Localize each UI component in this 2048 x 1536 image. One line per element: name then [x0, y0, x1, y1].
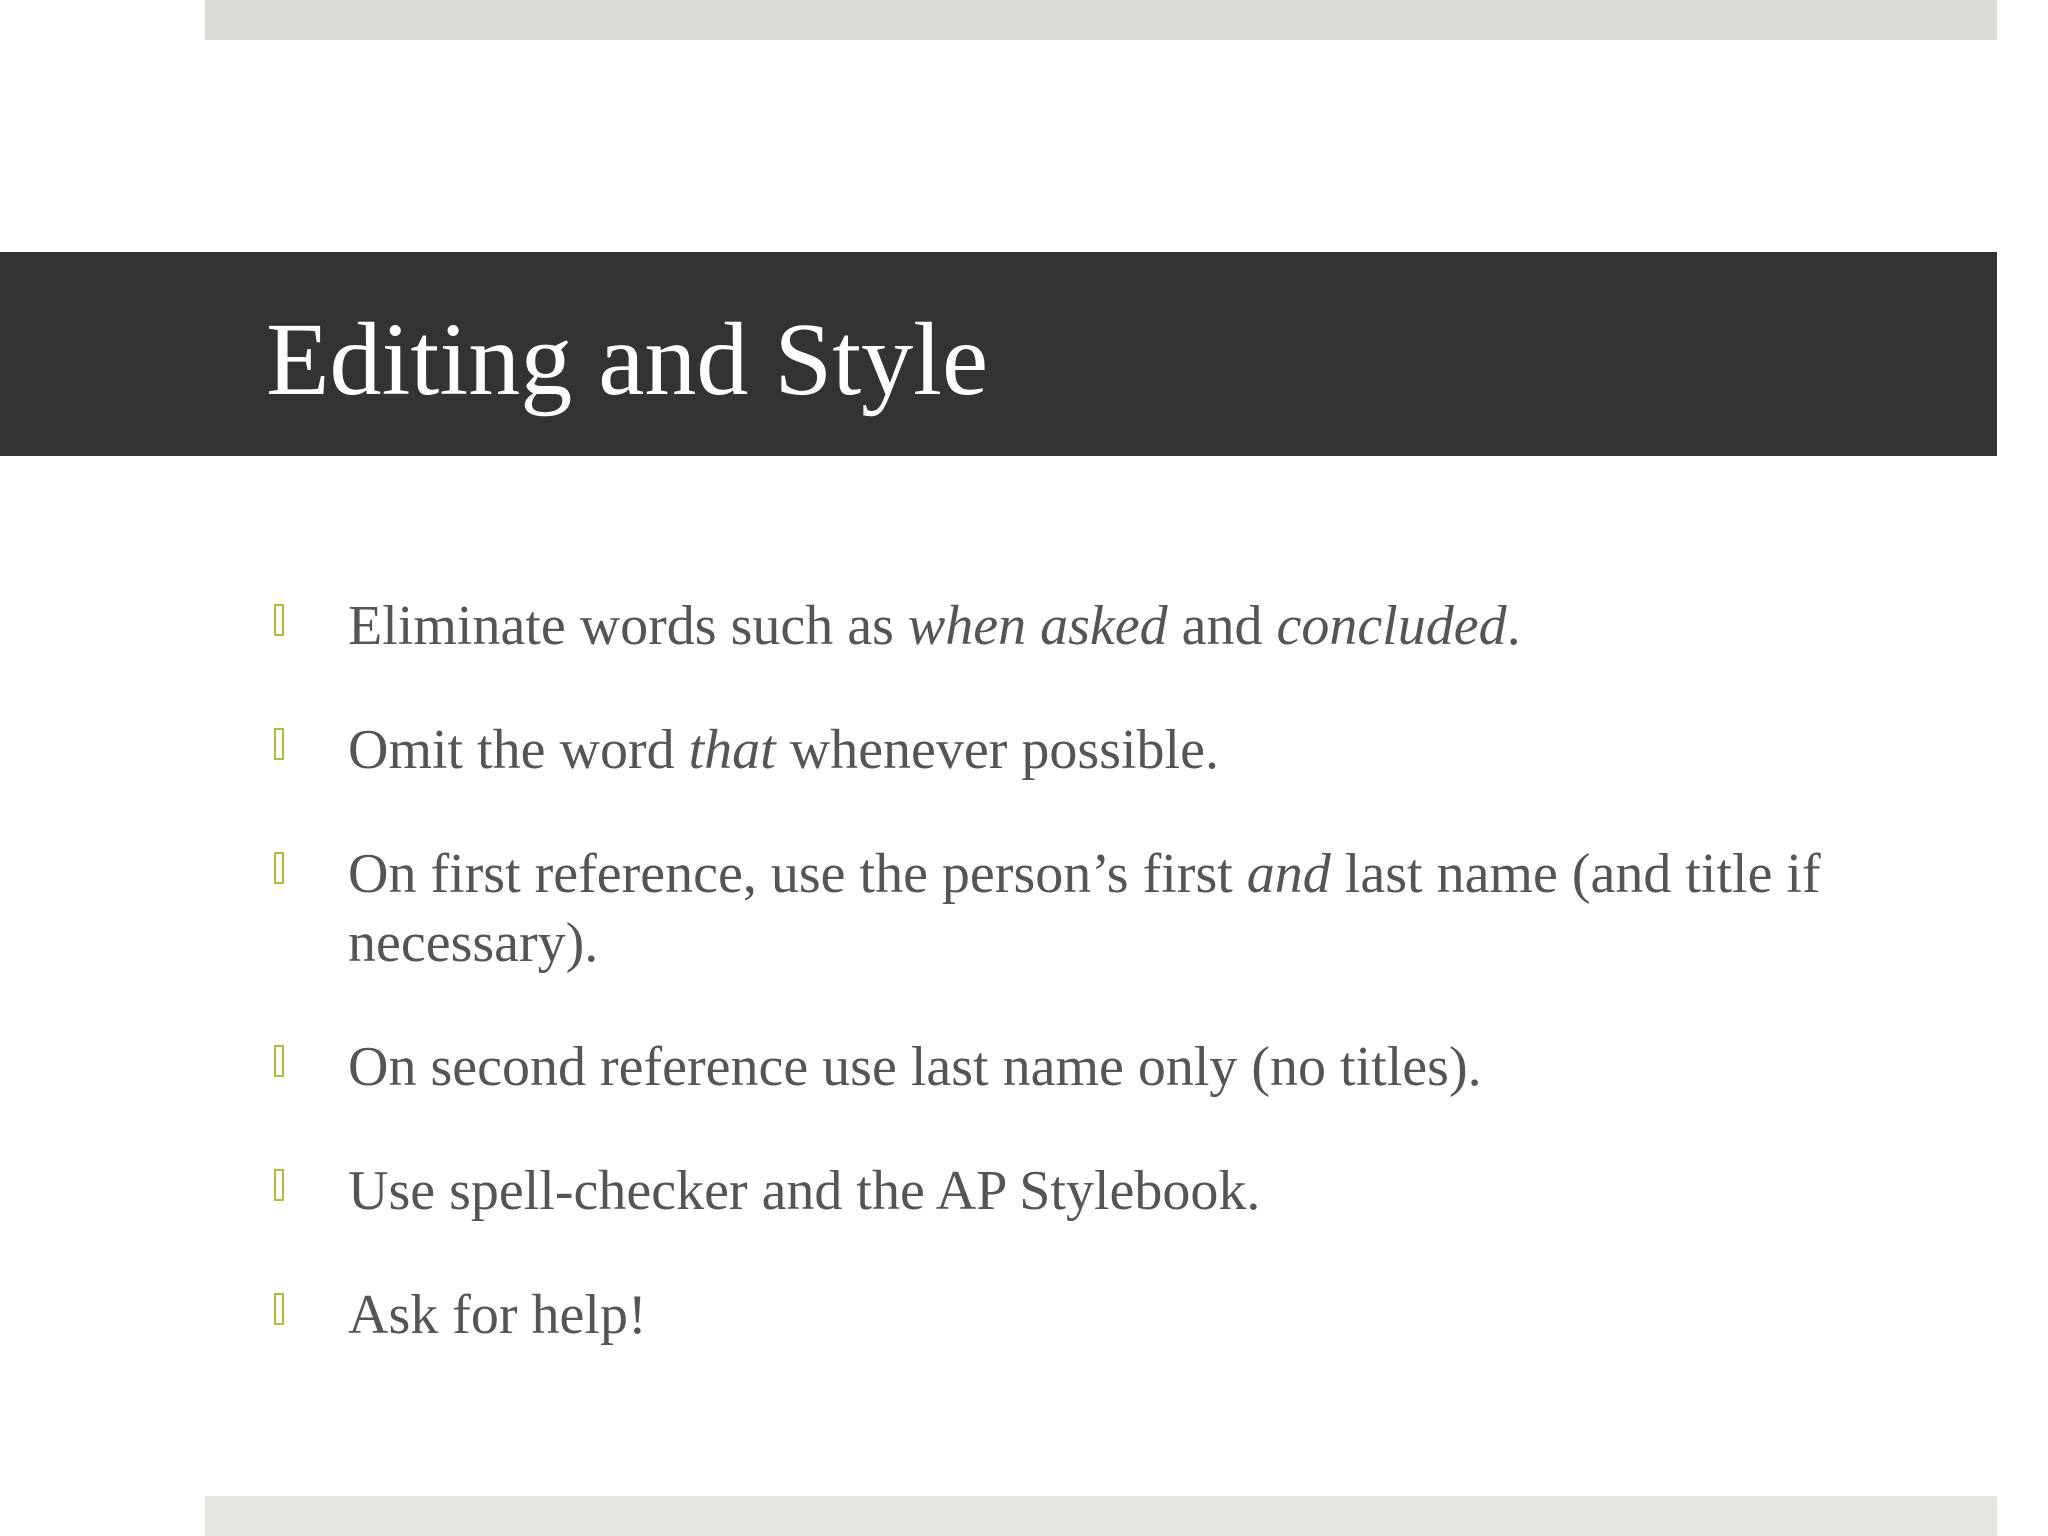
- bullet-text-segment: Eliminate words such as: [348, 595, 908, 657]
- bullet-item: [266, 716, 1916, 785]
- bullet-text-segment: Use spell-checker and the AP Stylebook.: [348, 1160, 1261, 1222]
- bullet-item: [266, 1033, 1916, 1102]
- bullet-text-segment: Omit the word: [348, 719, 689, 781]
- bullet-text-italic: that: [688, 719, 776, 781]
- bullet-text-segment: Ask for help!: [348, 1284, 647, 1346]
- bullet-item: [266, 840, 1916, 978]
- bullet-text-segment: whenever possible.: [775, 719, 1219, 781]
- bullet-item: [266, 1157, 1916, 1226]
- bullet-text-segment: .: [1506, 595, 1521, 657]
- bullet-marker-icon: [274, 1169, 284, 1201]
- bullet-text-segment: On first reference, use the person’s first: [348, 843, 1247, 905]
- bullet-text-segment: On second reference use last name only (no titles).: [348, 1036, 1482, 1098]
- slide-title: Editing and Style: [266, 302, 989, 417]
- bullet-list: [266, 592, 1916, 1405]
- bullet-item: [266, 1281, 1916, 1350]
- bullet-marker-icon: [274, 1045, 284, 1077]
- bullet-item: [266, 592, 1916, 661]
- bullet-text-segment: last name (and title if necessary).: [348, 843, 1821, 974]
- bullet-text-italic: when asked: [907, 595, 1168, 657]
- bullet-marker-icon: [274, 728, 284, 760]
- bullet-marker-icon: [274, 852, 284, 884]
- bullet-text-italic: and: [1246, 843, 1331, 905]
- bullet-text-italic: concluded: [1276, 595, 1507, 657]
- bullet-marker-icon: [274, 1293, 284, 1325]
- bullet-text-segment: and: [1167, 595, 1277, 657]
- top-decorative-bar: [205, 0, 1997, 40]
- bottom-decorative-bar: [205, 1496, 1997, 1536]
- bullet-marker-icon: [274, 604, 284, 636]
